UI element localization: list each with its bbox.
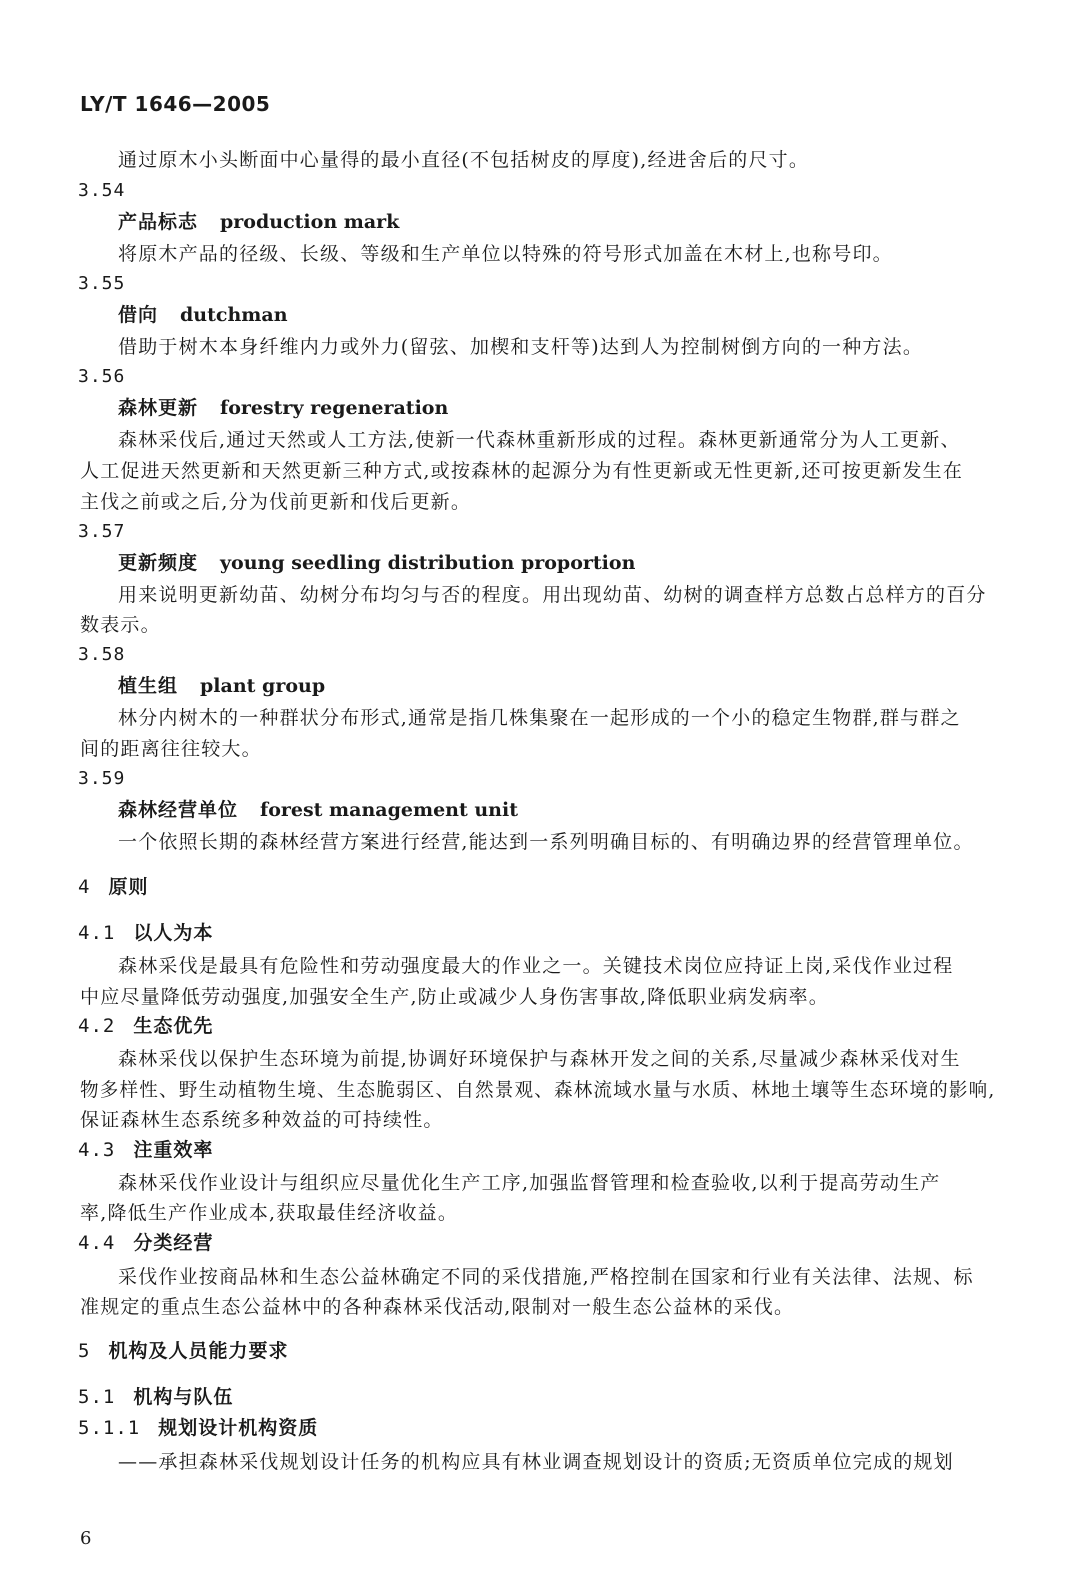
section-heading-4 [78, 874, 148, 900]
term-cn: 森林经营单位 [118, 799, 239, 821]
heading-title: 机构及人员能力要求 [108, 1340, 289, 1362]
term-en: young seedling distribution proportion [220, 552, 636, 574]
term-3-56 [118, 395, 448, 421]
term-cn: 森林更新 [118, 397, 199, 419]
section-heading-5-1-1 [78, 1415, 318, 1441]
term-3-57 [118, 550, 635, 576]
paragraph-line: 采伐作业按商品林和生态公益林确定不同的采伐措施,严格控制在国家和行业有关法律、法规、标 [118, 1266, 974, 1288]
term-3-58 [118, 673, 325, 699]
term-en: production mark [220, 211, 400, 233]
heading-title: 生态优先 [133, 1015, 214, 1037]
definition-line: 用来说明更新幼苗、幼树分布均匀与否的程度。用出现幼苗、幼树的调查样方总数占总样方的百分 [118, 584, 987, 606]
clause-number-3-54: 3.54 [78, 180, 126, 201]
term-3-59 [118, 797, 518, 823]
term-en: plant group [200, 675, 326, 697]
paragraph-line: 森林采伐作业设计与组织应尽量优化生产工序,加强监督管理和检查验收,以利于提高劳动生产 [118, 1172, 941, 1194]
term-cn: 植生组 [118, 675, 179, 697]
term-3-55 [118, 302, 288, 328]
definition-line: 人工促进天然更新和天然更新三种方式,或按森林的起源分为有性更新或无性更新,还可按更新发生在 [80, 460, 964, 482]
section-heading-4-1 [78, 920, 213, 946]
clause-number-3-56: 3.56 [78, 366, 126, 387]
heading-number: 4 [78, 876, 91, 898]
paragraph-3-53-tail: 通过原木小头断面中心量得的最小直径(不包括树皮的厚度),经进舍后的尺寸。 [118, 149, 810, 171]
definition-line: 林分内树木的一种群状分布形式,通常是指几株集聚在一起形成的一个小的稳定生物群,群与群之 [118, 707, 961, 729]
heading-number: 4.3 [78, 1139, 116, 1161]
definition-line: 主伐之前或之后,分为伐前更新和伐后更新。 [80, 491, 472, 513]
paragraph-line: ——承担森林采伐规划设计任务的机构应具有林业调查规划设计的资质;无资质单位完成的规划 [118, 1451, 954, 1473]
term-cn: 借向 [118, 304, 159, 326]
paragraph-line: 中应尽量降低劳动强度,加强安全生产,防止或减少人身伤害事故,降低职业病发病率。 [80, 986, 829, 1008]
standard-code-header: LY/T 1646—2005 [80, 92, 271, 116]
section-heading-4-3 [78, 1137, 213, 1163]
clause-number-3-59: 3.59 [78, 768, 126, 789]
heading-title: 分类经营 [133, 1232, 214, 1254]
heading-title: 以人为本 [133, 922, 214, 944]
clause-number-3-55: 3.55 [78, 273, 126, 294]
paragraph-line: 森林采伐以保护生态环境为前提,协调好环境保护与森林开发之间的关系,尽量减少森林采伐对生 [118, 1048, 961, 1070]
page-number: 6 [80, 1528, 92, 1549]
term-cn: 更新频度 [118, 552, 199, 574]
section-heading-4-4 [78, 1230, 213, 1256]
heading-number: 4.2 [78, 1015, 116, 1037]
paragraph-line: 森林采伐是最具有危险性和劳动强度最大的作业之一。关键技术岗位应持证上岗,采伐作业过程 [118, 955, 954, 977]
heading-number: 5.1.1 [78, 1417, 141, 1439]
definition-line: 森林采伐后,通过天然或人工方法,使新一代森林重新形成的过程。森林更新通常分为人工更新、 [118, 429, 961, 451]
term-en: forestry regeneration [220, 397, 449, 419]
term-en: forest management unit [260, 799, 518, 821]
section-heading-4-2 [78, 1013, 213, 1039]
definition-line: 数表示。 [80, 614, 161, 636]
heading-title: 机构与队伍 [133, 1386, 234, 1408]
paragraph-line: 保证森林生态系统多种效益的可持续性。 [80, 1109, 444, 1131]
heading-number: 4.4 [78, 1232, 116, 1254]
term-en: dutchman [180, 304, 288, 326]
heading-number: 5 [78, 1340, 91, 1362]
clause-number-3-57: 3.57 [78, 521, 126, 542]
paragraph-line: 率,降低生产作业成本,获取最佳经济收益。 [80, 1202, 459, 1224]
paragraph-line: 物多样性、野生动植物生境、生态脆弱区、自然景观、森林流域水量与水质、林地土壤等生态环境的影响, [80, 1079, 996, 1101]
section-heading-5-1 [78, 1384, 233, 1410]
heading-number: 5.1 [78, 1386, 116, 1408]
definition-line: 借助于树木本身纤维内力或外力(留弦、加楔和支杆等)达到人为控制树倒方向的一种方法。 [118, 336, 924, 358]
heading-title: 原则 [108, 876, 149, 898]
definition-line: 将原木产品的径级、长级、等级和生产单位以特殊的符号形式加盖在木材上,也称号印。 [118, 243, 893, 265]
definition-line: 一个依照长期的森林经营方案进行经营,能达到一系列明确目标的、有明确边界的经营管理单位。 [118, 831, 974, 853]
definition-line: 间的距离往往较大。 [80, 738, 262, 760]
paragraph-line: 准规定的重点生态公益林中的各种森林采伐活动,限制对一般生态公益林的采伐。 [80, 1296, 795, 1318]
clause-number-3-58: 3.58 [78, 644, 126, 665]
heading-title: 注重效率 [133, 1139, 214, 1161]
term-cn: 产品标志 [118, 211, 199, 233]
heading-title: 规划设计机构资质 [158, 1417, 319, 1439]
term-3-54 [118, 209, 399, 235]
heading-number: 4.1 [78, 922, 116, 944]
section-heading-5 [78, 1338, 288, 1364]
